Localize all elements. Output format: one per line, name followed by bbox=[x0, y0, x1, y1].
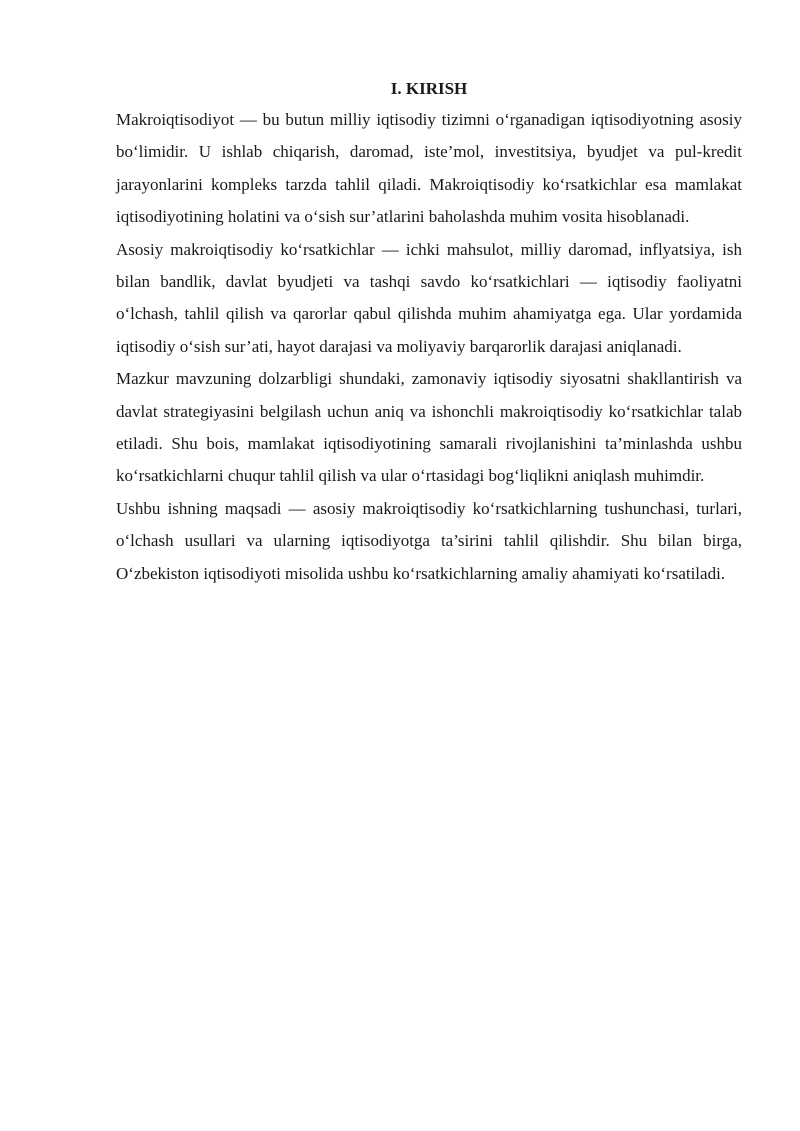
paragraph-indicators: Asosiy makroiqtisodiy ko‘rsatkichlar — ichki mahsulot, milliy daromad, inflyatsiya, ish bilan bandlik, davlat byudjeti va tashqi savdo ko‘rsatkichlari — iqtisodiy faoliyatni o‘lchash, tahlil qilish va qarorlar qabul qilishda muhim ahamiyatga ega. Ular yordamida iqtisodiy o‘sish sur’ati, hayot darajasi va moliyaviy barqarorlik darajasi aniqlanadi. bbox=[116, 239, 742, 356]
paragraph-purpose: Ushbu ishning maqsadi — asosiy makroiqtisodiy ko‘rsatkichlarning tushunchasi, turlari, o‘lchash usullari va ularning iqtisodiyotga ta’sirini tahlil qilishdir. Shu bilan birga, O‘zbekiston iqtisodiyoti misolida ushbu ko‘rsatkichlarning amaliy ahamiyati ko‘rsatiladi. bbox=[116, 498, 742, 583]
paragraph-relevance: Mazkur mavzuning dolzarbligi shundaki, zamonaviy iqtisodiy siyosatni shakllantirish va davlat strategiyasini belgilash uchun aniq va ishonchli makroiqtisodiy ko‘rsatkichlar talab etiladi. Shu bois, mamlakat iqtisodiyotining samarali rivojlanishini ta’minlashda ushbu ko‘rsatkichlarni chuqur tahlil qilish va ular o‘rtasidagi bog‘liqlikni aniqlash muhimdir. bbox=[116, 369, 742, 486]
section-title: I. KIRISH bbox=[390, 79, 468, 98]
paragraph-intro: Makroiqtisodiyot — bu butun milliy iqtisodiy tizimni o‘rganadigan iqtisodiyotning asosiy bo‘limidir. U ishlab chiqarish, daromad, iste’mol, investitsiya, byudjet va pul-kredit jarayonlarini kompleks tarzda tahlil qiladi. Makroiqtisodiy ko‘rsatkichlar esa mamlakat iqtisodiyotining holatini va o‘sish sur’atlarini baholashda muhim vosita hisoblanadi. bbox=[116, 110, 742, 227]
document-body bbox=[116, 74, 742, 590]
